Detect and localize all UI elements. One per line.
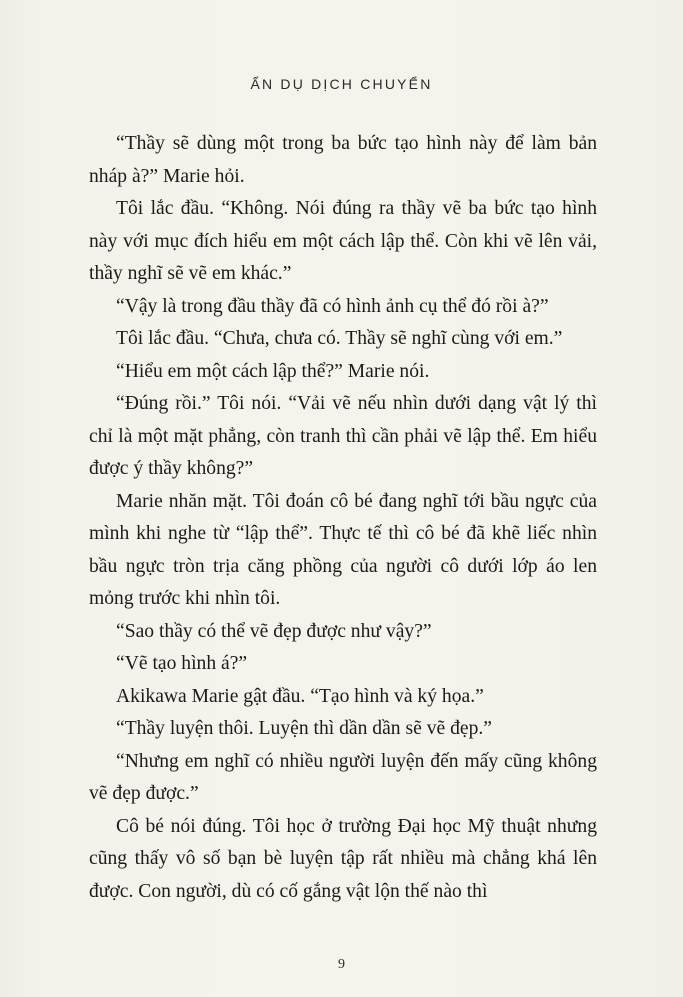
- running-head: ẨN DỤ DỊCH CHUYỂN: [250, 76, 433, 92]
- page-number: 9: [338, 957, 345, 972]
- paragraph: “Thầy luyện thôi. Luyện thì dần dần sẽ vẽ đẹp.”: [116, 718, 492, 739]
- paragraph: “Vậy là trong đầu thầy đã có hình ảnh cụ thể đó rồi à?”: [116, 295, 549, 317]
- paragraph: Tôi lắc đầu. “Chưa, chưa có. Thầy sẽ nghĩ cùng với em.”: [116, 328, 563, 349]
- paragraph: Akikawa Marie gật đầu. “Tạo hình và ký họa.”: [116, 685, 484, 707]
- paragraph: “Đúng rồi.” Tôi nói. “Vải vẽ nếu nhìn dưới dạng vật lý thì chỉ là một mặt phẳng, còn tranh thì cần phải vẽ lập thể. Em hiểu được ý thầy không?”: [89, 393, 597, 479]
- paragraph: Marie nhăn mặt. Tôi đoán cô bé đang nghĩ tới bầu ngực của mình khi nghe từ “lập thể”. Thực tế thì cô bé đã khẽ liếc nhìn bầu ngực tròn trịa căng phồng của người cô dưới lớp áo len mỏng trước khi nhìn tôi.: [89, 490, 597, 609]
- paragraph: “Thầy sẽ dùng một trong ba bức tạo hình này để làm bản nháp à?” Marie hỏi.: [89, 133, 597, 187]
- paragraph: Tôi lắc đầu. “Không. Nói đúng ra thầy vẽ ba bức tạo hình này với mục đích hiểu em một cách lập thể. Còn khi vẽ lên vải, thầy nghĩ sẽ vẽ em khác.”: [89, 198, 597, 284]
- paragraph: “Vẽ tạo hình á?”: [116, 653, 248, 674]
- paragraph: Cô bé nói đúng. Tôi học ở trường Đại học Mỹ thuật nhưng cũng thấy vô số bạn bè luyện tập rất nhiều mà chẳng khá lên được. Con người, dù có cố gắng vật lộn thế nào thì: [89, 815, 597, 902]
- paragraph: “Nhưng em nghĩ có nhiều người luyện đến mấy cũng không vẽ đẹp được.”: [89, 750, 597, 804]
- paragraph: “Hiểu em một cách lập thể?” Marie nói.: [116, 360, 430, 382]
- paragraph: “Sao thầy có thể vẽ đẹp được như vậy?”: [116, 620, 432, 642]
- body-text: [89, 128, 597, 908]
